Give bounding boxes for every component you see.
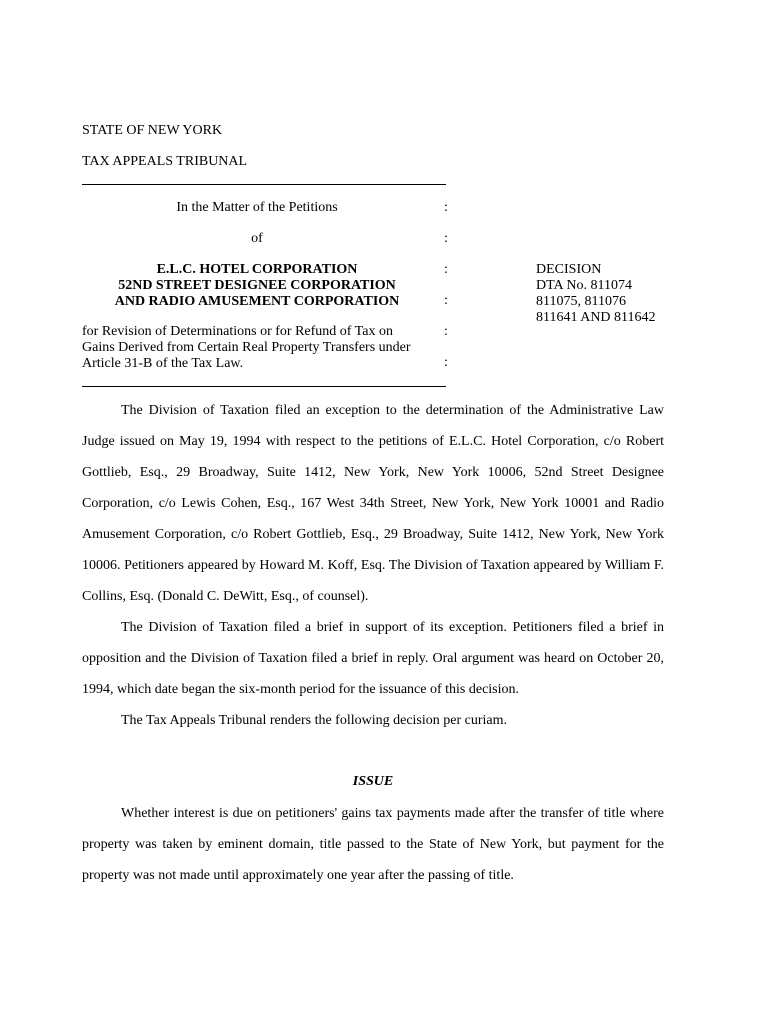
petitioner-name: E.L.C. HOTEL CORPORATION	[156, 262, 358, 277]
caption-colon: :	[444, 231, 448, 246]
state-heading: STATE OF NEW YORK	[82, 123, 223, 138]
matter-line: In the Matter of the Petitions	[176, 200, 338, 215]
petitioner-names	[82, 262, 432, 310]
caption-top-rule	[82, 184, 446, 185]
body-paragraph: The Division of Taxation filed an exception to the determination of the Administrative Law Judge issued on May 19, 1994 with respect to the petitions of E.L.C. Hotel Corporation, c/o Robert Gottlieb, Esq., 29 Broadway, Suite 1412, New York, New York 10006, 52nd Street Designee Corporation, c/o Lewis Cohen, Esq., 167 West 34th Street, New York, New York 10001 and Radio Amusement Corporation, c/o Robert Gottlieb, Esq., 29 Broadway, Suite 1412, New York, New York 10006. Petitioners appeared by Howard M. Koff, Esq. The Division of Taxation appeared by William F. Collins, Esq. (Donald C. DeWitt, Esq., of counsel).	[82, 403, 664, 604]
caption-colon: :	[444, 324, 448, 339]
dta-number: 811641 AND 811642	[536, 310, 656, 325]
petitioner-name: AND RADIO AMUSEMENT CORPORATION	[114, 294, 400, 309]
purpose-line: Article 31-B of the Tax Law.	[82, 356, 244, 371]
decision-box	[536, 262, 656, 326]
of-line: of	[251, 231, 263, 246]
purpose-line: Gains Derived from Certain Real Property Transfers under	[82, 340, 411, 355]
decision-body	[82, 395, 664, 736]
issue-heading: ISSUE	[352, 774, 394, 789]
caption-bottom-rule	[82, 386, 446, 387]
caption-colon: :	[444, 200, 448, 215]
issue-paragraph: Whether interest is due on petitioners' gains tax payments made after the transfer of title where property was taken by eminent domain, title passed to the State of New York, but payment for the property was not made until approximately one year after the passing of title.	[82, 806, 664, 883]
dta-number: DTA No. 811074	[536, 278, 632, 293]
petition-purpose	[82, 324, 411, 372]
decision-label: DECISION	[536, 262, 602, 277]
body-paragraph: The Division of Taxation filed a brief in support of its exception. Petitioners filed a brief in opposition and the Division of Taxation filed a brief in reply. Oral argument was heard on October 20, 1994, which date began the six-month period for the issuance of this decision.	[82, 620, 664, 697]
petitioner-name: 52ND STREET DESIGNEE CORPORATION	[118, 278, 396, 293]
caption-colon: :	[444, 355, 448, 370]
purpose-line: for Revision of Determinations or for Refund of Tax on	[82, 324, 393, 339]
caption-colon: :	[444, 262, 448, 277]
body-paragraph: The Tax Appeals Tribunal renders the following decision per curiam.	[121, 713, 508, 728]
issue-body	[82, 798, 664, 891]
tribunal-heading: TAX APPEALS TRIBUNAL	[82, 154, 248, 169]
caption-colon: :	[444, 293, 448, 308]
dta-number: 811075, 811076	[536, 294, 626, 309]
